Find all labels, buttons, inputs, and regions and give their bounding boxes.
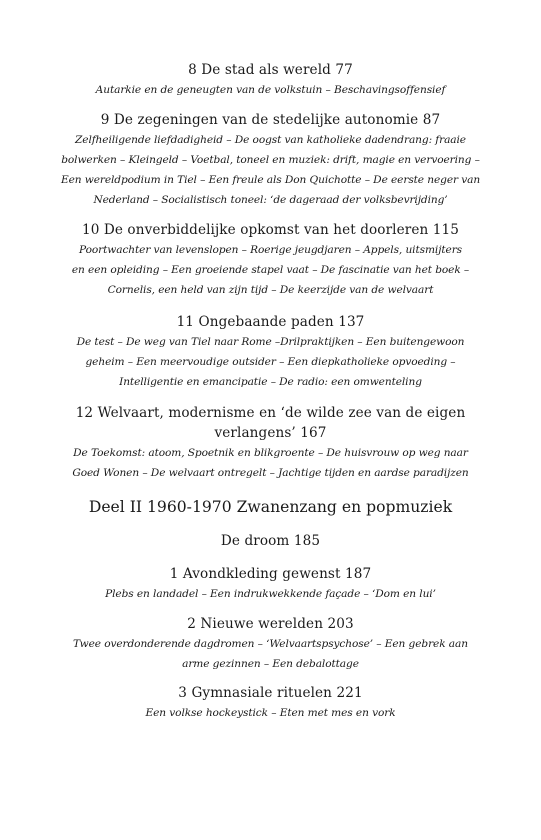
chapter-subtopics: De test – De weg van Tiel naar Rome –Drilpraktijken – Een buitengewoon bbox=[76, 336, 465, 348]
chapter-title: 10 De onverbiddelijke opkomst van het doorleren 115 bbox=[81, 222, 460, 238]
chapter-subtopics: Autarkie en de geneugten van de volkstuin – Beschavingsoffensief bbox=[95, 84, 446, 96]
chapter-title: 11 Ongebaande paden 137 bbox=[176, 314, 365, 330]
part-title: Deel II 1960-1970 Zwanenzang en popmuziek bbox=[88, 498, 453, 516]
chapter-subtopics: Poortwachter van levenslopen – Roerige jeugdjaren – Appels, uitsmijters bbox=[78, 244, 463, 256]
chapter-title: 9 De zegeningen van de stedelijke autonomie 87 bbox=[100, 112, 441, 128]
toc-entry-chapter-8 bbox=[60, 60, 481, 100]
chapter-subtopics: De Toekomst: atoom, Spoetnik en blikgroente – De huisvrouw op weg naar bbox=[73, 447, 468, 459]
chapter-subtopics: Een volkse hockeystick – Eten met mes en vork bbox=[145, 707, 396, 719]
toc-entry-part-2-chapter-3 bbox=[60, 683, 481, 723]
toc-entry-chapter-10 bbox=[60, 220, 481, 300]
chapter-subtopics: Nederland – Socialistisch toneel: ‘de dageraad der volksbevrijding’ bbox=[93, 194, 448, 206]
toc-entry-de-droom bbox=[60, 531, 481, 551]
chapter-subtopics: Twee overdonderende dagdromen – ‘Welvaartspsychose’ – Een gebrek aan bbox=[73, 638, 468, 650]
chapter-title-line-2: verlangens’ 167 bbox=[214, 425, 327, 441]
chapter-title-line-1: 12 Welvaart, modernisme en ‘de wilde zee van de eigen bbox=[75, 405, 466, 421]
toc-entry-part-2-chapter-2 bbox=[60, 614, 481, 674]
chapter-title: 1 Avondkleding gewenst 187 bbox=[169, 566, 372, 582]
chapter-title: 3 Gymnasiale rituelen 221 bbox=[178, 685, 363, 701]
toc-entry-chapter-12 bbox=[60, 403, 481, 483]
chapter-subtopics: Intelligentie en emancipatie – De radio: een omwenteling bbox=[119, 376, 422, 388]
chapter-subtopics: arme gezinnen – Een debalottage bbox=[182, 658, 359, 670]
chapter-subtopics: bolwerken – Kleingeld – Voetbal, toneel en muziek: drift, magie en vervoering – bbox=[61, 154, 480, 166]
chapter-title: 2 Nieuwe werelden 203 bbox=[187, 616, 354, 632]
chapter-title: 8 De stad als wereld 77 bbox=[188, 62, 353, 78]
toc-entry-chapter-11 bbox=[60, 312, 481, 392]
chapter-subtopics: Plebs en landadel – Een indrukwekkende façade – ‘Dom en lui’ bbox=[105, 588, 436, 600]
toc-entry-part-2-chapter-1 bbox=[60, 564, 481, 604]
chapter-subtopics: Een wereldpodium in Tiel – Een freule als Don Quichotte – De eerste neger van bbox=[60, 174, 481, 186]
chapter-subtopics: en een opleiding – Een groeiende stapel vaat – De fascinatie van het boek – bbox=[71, 264, 470, 276]
chapter-subtopics: Goed Wonen – De welvaart ontregelt – Jachtige tijden en aardse paradijzen bbox=[72, 467, 469, 479]
toc-part-2-heading bbox=[60, 497, 481, 517]
chapter-subtopics: Zelfheiligende liefdadigheid – De oogst van katholieke dadendrang: fraaie bbox=[75, 134, 466, 146]
chapter-subtopics: geheim – Een meervoudige outsider – Een diepkatholieke opvoeding – bbox=[85, 356, 456, 368]
chapter-title: De droom 185 bbox=[220, 533, 321, 549]
chapter-subtopics: Cornelis, een held van zijn tijd – De keerzijde van de welvaart bbox=[107, 284, 434, 296]
toc-entry-chapter-9 bbox=[60, 110, 481, 210]
